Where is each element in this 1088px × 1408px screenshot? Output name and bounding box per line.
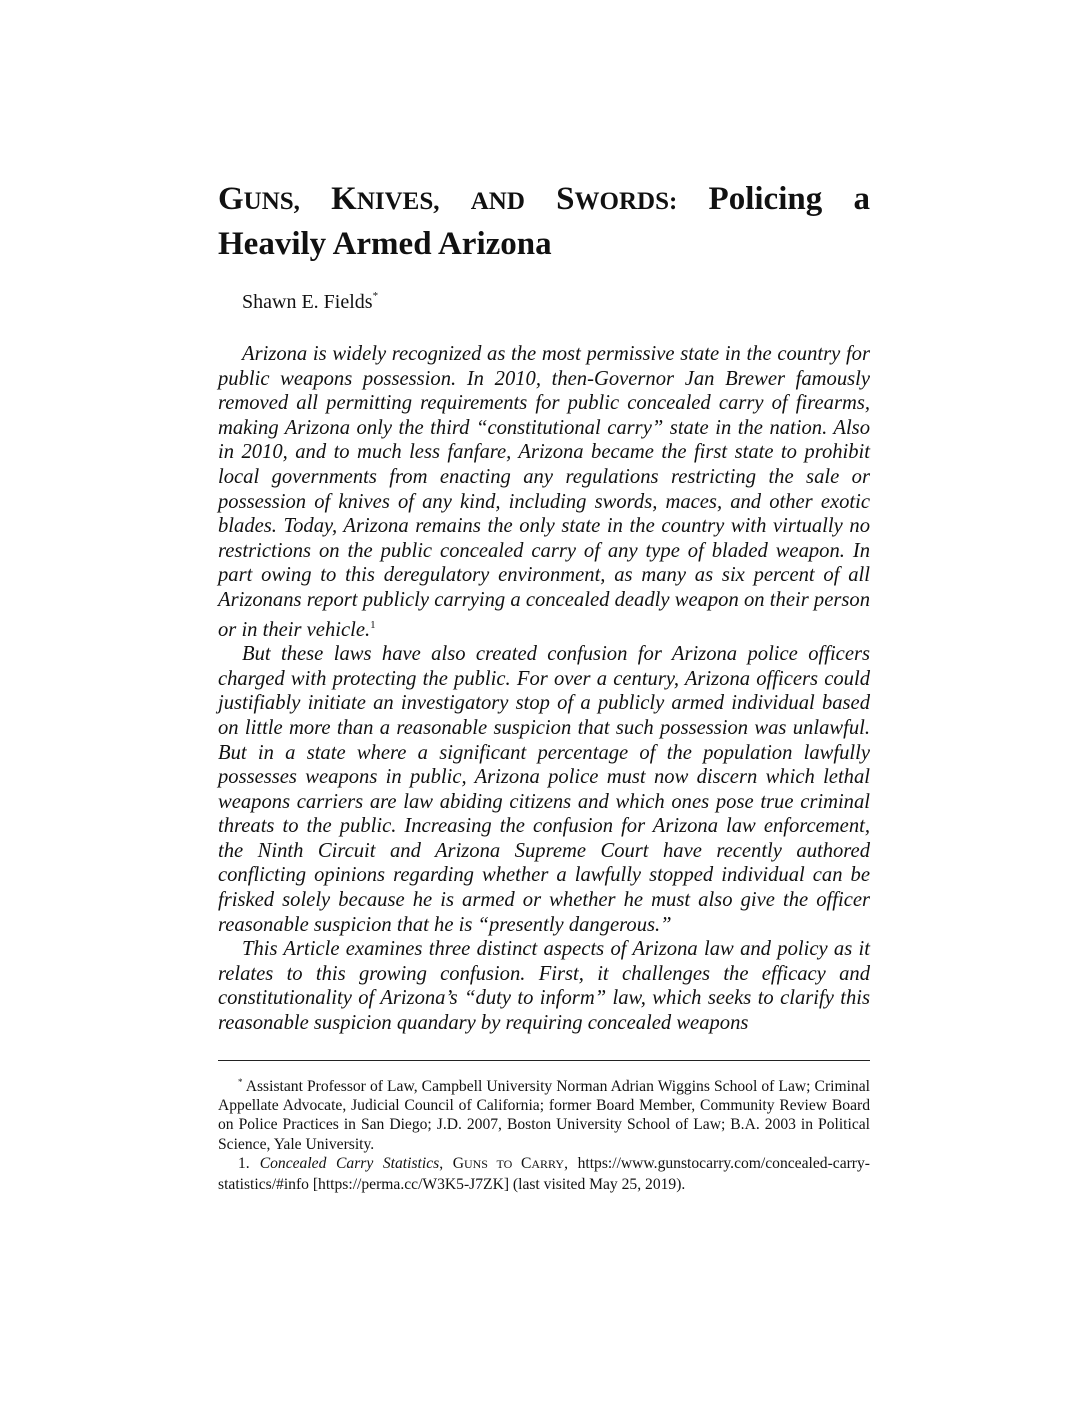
footnote-1: 1. Concealed Carry Statistics, GUNS TO CARRY, https://www.gunstocarry.com/concealed-carry-statistics/#info [https://perma.cc/W3K5-J7ZK] (last visited May 25, 2019).	[218, 1155, 870, 1193]
abstract	[218, 342, 870, 1036]
title-line-1	[218, 178, 870, 223]
title-word-policing: Policing	[708, 181, 823, 217]
title-word-swords: SWORDS:	[556, 181, 678, 217]
footnote-author: * Assistant Professor of Law, Campbell University Norman Adrian Wiggins School of Law; Criminal Appellate Advocate, Judicial Council of California; former Board Member, Community Review Board on Police Practices in San Diego; J.D. 2007, Boston University School of Law; B.A. 2003 in Political Science, Yale University.	[218, 1076, 870, 1153]
abstract-paragraph-3: This Article examines three distinct aspects of Arizona law and policy as it relates to this growing confusion. First, it challenges the efficacy and constitutionality of Arizona’s “duty to inform” law, which seeks to clarify this reasonable suspicion quandary by requiring concealed weapons	[218, 938, 870, 1035]
abstract-paragraph-2: But these laws have also created confusion for Arizona police officers charged with protecting the public. For over a century, Arizona officers could justifiably initiate an investigatory stop of a publicly armed individual based on little more than a reasonable suspicion that such possession was unlawful. But in a state where a significant percentage of the population lawfully possesses weapons in public, Arizona police must now discern which lethal weapons carriers are law abiding citizens and which ones pose true criminal threats to the public. Increasing the confusion for Arizona law enforcement, the Ninth Circuit and Arizona Supreme Court have recently authored conflicting opinions regarding whether a lawfully stopped individual can be frisked solely because he is armed or whether he must also give the officer reasonable suspicion that he is “presently dangerous.”	[218, 643, 870, 936]
footnote-divider	[218, 1060, 870, 1061]
author-byline	[242, 284, 870, 314]
footnote-1-number: 1.	[238, 1155, 250, 1173]
footnote-ref-1: 1	[370, 618, 376, 631]
footnote-1-publisher: GUNS TO CARRY	[452, 1155, 565, 1173]
article-page	[218, 178, 870, 1194]
title-word-guns: GUNS,	[218, 181, 300, 217]
article-title	[218, 178, 870, 266]
title-word-knives: KNIVES,	[331, 181, 440, 217]
footnote-star-mark: *	[238, 1076, 243, 1087]
author-footnote-mark: *	[372, 290, 379, 302]
abstract-paragraph-1: Arizona is widely recognized as the most permissive state in the country for public weapons possession. In 2010, then-Governor Jan Brewer famously removed all permitting requirements for public concealed carry of firearms, making Arizona only the third “constitutional carry” state in the nation. Also in 2010, and to much less fanfare, Arizona became the first state to prohibit local governments from enacting any regulations restricting the sale or possession of knives of any kind, including swords, maces, and other exotic blades. Today, Arizona remains the only state in the country with virtually no restrictions on the public concealed carry of any type of bladed weapon. In part owing to this deregulatory environment, as many as six percent of all Arizonans report publicly carrying a concealed deadly weapon on their person or in their vehicle.$^1$	[218, 343, 870, 641]
footnote-1-source: Concealed Carry Statistics	[259, 1155, 440, 1173]
title-line-2: Heavily Armed Arizona	[218, 226, 552, 262]
footnotes	[218, 1073, 870, 1194]
author-name: Shawn E. Fields	[242, 291, 373, 313]
footnote-1-citation: , https://www.gunstocarry.com/concealed-carry-statistics/#info [https://perma.cc/W3K5-J7ZK] (last visited May 25, 2019).	[218, 1155, 870, 1193]
title-word-a: a	[853, 181, 870, 217]
title-word-and: AND	[470, 188, 525, 215]
